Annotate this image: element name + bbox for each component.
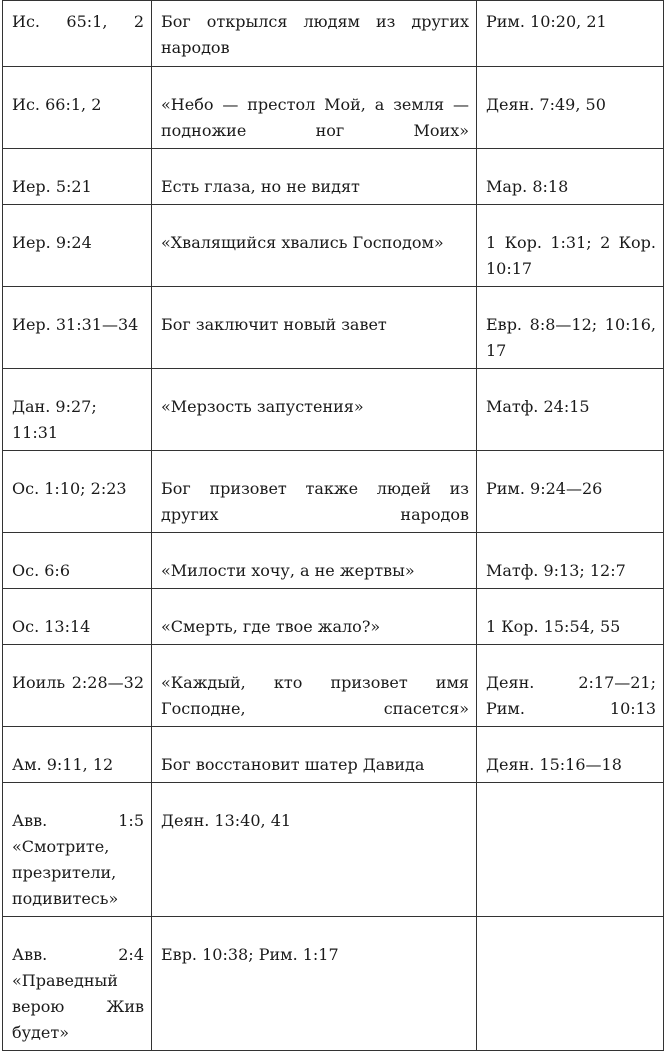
prophecy-text-cell: «Каждый, кто призовет имя Господне, спасется» <box>152 645 477 727</box>
prophecy-text-cell: Бог восстановит шатер Давида <box>152 727 477 783</box>
ot-reference-cell: Иер. 5:21 <box>3 149 152 205</box>
prophecy-text-cell: «Мерзость запустения» <box>152 369 477 451</box>
prophecy-text-cell: Бог открылся людям из других народов <box>152 1 477 67</box>
nt-reference-cell: 1 Кор. 15:54, 55 <box>477 589 664 645</box>
prophecy-text-cell: «Смерть, где твое жало?» <box>152 589 477 645</box>
nt-reference-cell: Евр. 8:8—12; 10:16, 17 <box>477 287 664 369</box>
prophecy-text-cell: Есть глаза, но не видят <box>152 149 477 205</box>
table-row <box>3 451 664 533</box>
nt-reference-cell: Матф. 9:13; 12:7 <box>477 533 664 589</box>
ot-reference-cell: Ос. 1:10; 2:23 <box>3 451 152 533</box>
prophecy-text-cell: «Хвалящийся хвались Господом» <box>152 205 477 287</box>
nt-reference-cell: Рим. 10:20, 21 <box>477 1 664 67</box>
ot-reference-cell: Дан. 9:27; 11:31 <box>3 369 152 451</box>
nt-reference-cell: Деян. 7:49, 50 <box>477 67 664 149</box>
nt-reference-cell <box>477 783 664 917</box>
nt-reference-cell <box>477 917 664 1051</box>
table-row <box>3 1 664 67</box>
table-row <box>3 589 664 645</box>
ot-reference-cell: Ис. 65:1, 2 <box>3 1 152 67</box>
ot-reference-cell: Ам. 9:11, 12 <box>3 727 152 783</box>
table-row <box>3 917 664 1051</box>
table-row <box>3 205 664 287</box>
prophecy-text-cell: Бог призовет также людей из других народов <box>152 451 477 533</box>
prophecy-text-cell: «Милости хочу, а не жертвы» <box>152 533 477 589</box>
table-row <box>3 533 664 589</box>
nt-reference-cell: Матф. 24:15 <box>477 369 664 451</box>
ot-reference-cell: Авв. 1:5 «Смотрите, презрители, подивитесь» <box>3 783 152 917</box>
ot-reference-cell: Иоиль 2:28—32 <box>3 645 152 727</box>
ot-reference-cell: Иер. 31:31—34 <box>3 287 152 369</box>
table-row <box>3 727 664 783</box>
table-row <box>3 67 664 149</box>
table-row <box>3 645 664 727</box>
ot-reference-cell: Авв. 2:4 «Праведный верою Жив будет» <box>3 917 152 1051</box>
nt-reference-cell: Рим. 9:24—26 <box>477 451 664 533</box>
nt-reference-cell: Деян. 15:16—18 <box>477 727 664 783</box>
prophecy-text-cell: Бог заключит новый завет <box>152 287 477 369</box>
table-row <box>3 287 664 369</box>
prophecy-text-cell: Деян. 13:40, 41 <box>152 783 477 917</box>
prophecy-text-cell: Евр. 10:38; Рим. 1:17 <box>152 917 477 1051</box>
references-table <box>2 0 664 1051</box>
table-row <box>3 783 664 917</box>
nt-reference-cell: Мар. 8:18 <box>477 149 664 205</box>
ot-reference-cell: Иер. 9:24 <box>3 205 152 287</box>
ot-reference-cell: Ис. 66:1, 2 <box>3 67 152 149</box>
ot-reference-cell: Ос. 13:14 <box>3 589 152 645</box>
nt-reference-cell: 1 Кор. 1:31; 2 Кор. 10:17 <box>477 205 664 287</box>
nt-reference-cell: Деян. 2:17—21; Рим. 10:13 <box>477 645 664 727</box>
table-row <box>3 369 664 451</box>
prophecy-text-cell: «Небо — престол Мой, а земля — подножие ног Моих» <box>152 67 477 149</box>
table-row <box>3 149 664 205</box>
ot-reference-cell: Ос. 6:6 <box>3 533 152 589</box>
